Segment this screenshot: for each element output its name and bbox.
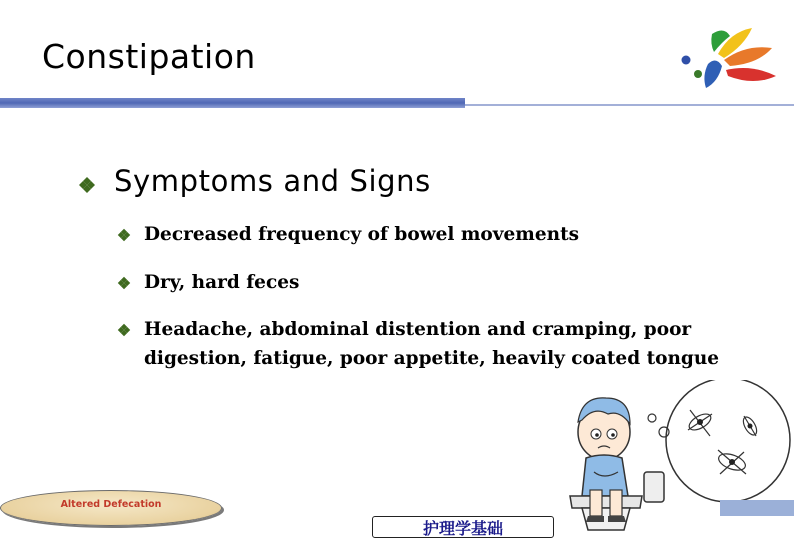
constipated-boy-illustration xyxy=(560,380,794,540)
footer-course-label xyxy=(372,516,554,538)
swirl-logo-icon xyxy=(672,22,782,102)
diamond-bullet-icon xyxy=(78,176,96,194)
bottom-accent-band xyxy=(720,500,794,516)
altered-defecation-link[interactable] xyxy=(0,490,222,526)
symptom-item: Decreased frequency of bowel movements xyxy=(144,224,580,245)
footer-text: 护理学基础 xyxy=(422,518,503,538)
symptom-item-line: digestion, fatigue, poor appetite, heavily coated tongue xyxy=(144,348,720,369)
diamond-bullet-icon xyxy=(117,323,131,337)
title-underline-thin xyxy=(465,104,794,106)
symptom-item-line: Headache, abdominal distention and cramping, poor xyxy=(144,319,692,340)
diamond-bullet-icon xyxy=(117,228,131,242)
title-underline-bar xyxy=(0,98,465,108)
slide-title: Constipation xyxy=(42,37,256,76)
diamond-bullet-icon xyxy=(117,276,131,290)
nav-link-label: Altered Defecation xyxy=(60,498,162,510)
symptom-item: Dry, hard feces xyxy=(144,272,300,293)
section-heading: Symptoms and Signs xyxy=(114,164,431,198)
